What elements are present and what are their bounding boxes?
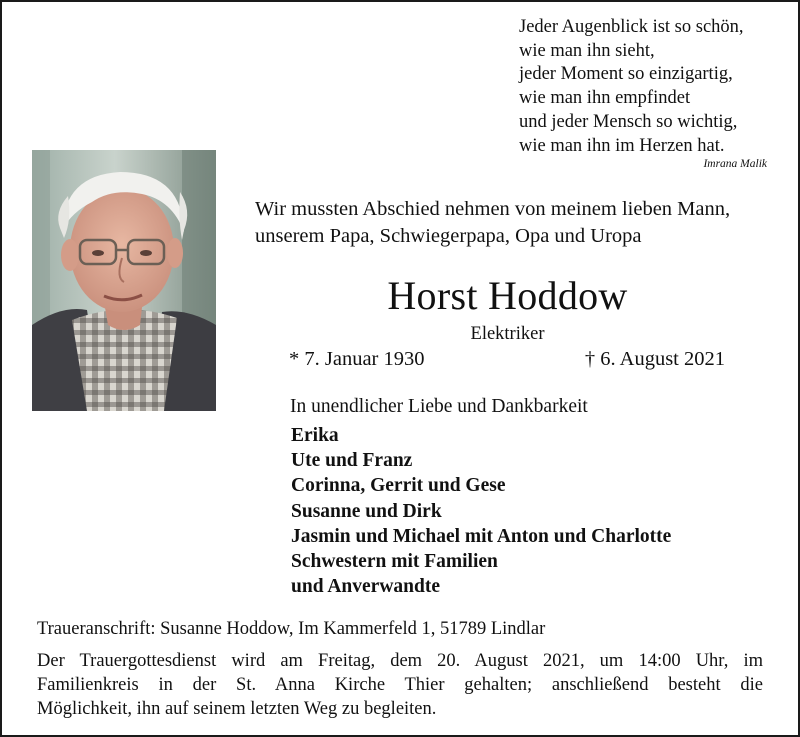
list-item: und Anverwandte (291, 576, 440, 598)
service-line: Der Trauergottesdienst wird am Freitag, dem 20. August 2021, um 14:00 Uhr, im (37, 651, 763, 671)
poem-line: und jeder Mensch so wichtig, (519, 111, 738, 132)
portrait-photo (32, 150, 216, 411)
intro-line: unserem Papa, Schwiegerpapa, Opa und Uropa (255, 224, 642, 247)
poem-line: jeder Moment so einzigartig, (519, 64, 733, 85)
intro-line: Wir mussten Abschied nehmen von meinem lieben Mann, (255, 198, 731, 220)
list-item: Corinna, Gerrit und Gese (291, 475, 506, 497)
list-item: Ute und Franz (291, 450, 413, 472)
list-item: Jasmin und Michael mit Anton und Charlotte (291, 525, 672, 547)
poem-author: Imrana Malik (703, 158, 767, 170)
list-item: Erika (291, 425, 339, 446)
deceased-name: Horst Hoddow (387, 273, 628, 318)
list-item: Schwestern mit Familien (291, 551, 498, 573)
poem-line: wie man ihn empfindet (519, 88, 691, 109)
poem-line: wie man ihn im Herzen hat. (519, 135, 725, 156)
service-info (37, 650, 763, 721)
poem-line: wie man ihn sieht, (519, 40, 655, 61)
birth-date: * 7. Januar 1930 (289, 348, 425, 370)
intro-text (255, 196, 785, 249)
service-line: Familienkreis in der St. Anna Kirche Thier gehalten; anschließend besteht die (37, 674, 763, 695)
deceased-profession: Elektriker (470, 324, 545, 344)
poem-line: Jeder Augenblick ist so schön, (519, 17, 744, 37)
mourners-list (291, 423, 671, 599)
closing-phrase: In unendlicher Liebe und Dankbarkeit (290, 396, 588, 417)
poem (519, 16, 779, 158)
mourning-address: Traueranschrift: Susanne Hoddow, Im Kammerfeld 1, 51789 Lindlar (37, 619, 546, 639)
service-line: Möglichkeit, ihn auf seinem letzten Weg zu begleiten. (37, 698, 437, 719)
death-date: † 6. August 2021 (584, 348, 725, 370)
list-item: Susanne und Dirk (291, 500, 442, 522)
